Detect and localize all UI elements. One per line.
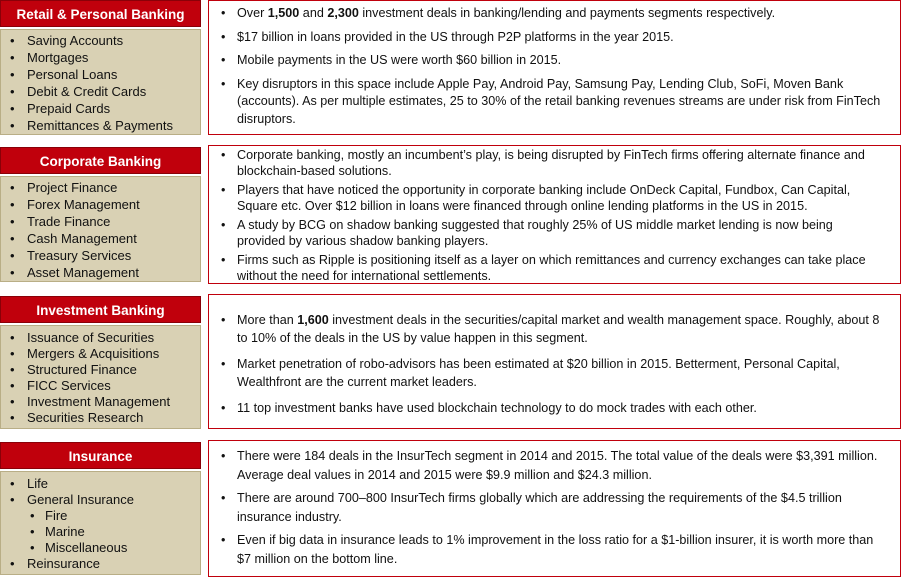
category-item: • FICC Services: [10, 378, 111, 393]
point-item: • Mobile payments in the US were worth $60 billion in 2015.: [221, 53, 562, 67]
retail-banking-panel: [0, 0, 201, 135]
subcategory-item: • Marine: [30, 524, 85, 539]
point-item: • There were 184 deals in the InsurTech segment in 2014 and 2015. The total value of the deals were $3,391 million. Average deal values in 2014 and 2015 were $9.9 million and $24.3 million.: [221, 449, 878, 482]
category-item: • Project Finance: [10, 180, 118, 195]
retail-banking-categories: [0, 29, 201, 135]
category-item: • Debit & Credit Cards: [10, 84, 147, 99]
category-item: • General Insurance: [10, 492, 134, 507]
category-item: • Forex Management: [10, 197, 140, 212]
retail-banking-points: [208, 0, 901, 135]
point-item: • Firms such as Ripple is positioning itself as a layer on which remittances and currency exchanges can take place without the need for international settlements.: [221, 253, 866, 283]
point-item: • More than 1,600 investment deals in the securities/capital market and wealth management space. Roughly, about 8 to 10% of the deals in the US by value happen in this segment.: [221, 313, 880, 345]
point-item: • 11 top investment banks have used blockchain technology to do mock trades with each other.: [221, 401, 757, 415]
insurance-points: [208, 440, 901, 577]
point-item: • Over 1,500 and 2,300 investment deals in banking/lending and payments segments respectively.: [221, 6, 776, 20]
category-item: • Personal Loans: [10, 67, 118, 82]
insurance-panel: [0, 442, 201, 575]
corporate-banking-panel: [0, 147, 201, 282]
investment-banking-panel: [0, 296, 201, 429]
category-item: • Issuance of Securities: [10, 330, 155, 345]
category-item: • Cash Management: [10, 231, 137, 246]
point-item: • $17 billion in loans provided in the US through P2P platforms in the year 2015.: [221, 29, 674, 44]
insurance-categories: [0, 471, 201, 575]
investment-banking-categories: [0, 325, 201, 429]
category-item: • Mergers & Acquisitions: [10, 346, 160, 361]
point-item: • Corporate banking, mostly an incumbent’s play, is being disrupted by FinTech firms offering alternate finance and blockchain-based solutions.: [221, 148, 865, 178]
point-item: • There are around 700–800 InsurTech firms globally which are addressing the requirements of the $4.5 trillion insurance industry.: [221, 491, 842, 524]
corporate-banking-points: [208, 145, 901, 284]
subcategory-item: • Fire: [30, 508, 68, 523]
category-item: • Mortgages: [10, 50, 89, 65]
subcategory-item: • Miscellaneous: [30, 540, 128, 555]
investment-banking-points: [208, 294, 901, 429]
category-item: • Structured Finance: [10, 362, 137, 377]
point-item: • Market penetration of robo-advisors has been estimated at $20 billion in 2015. Betterment, Personal Capital, Wealthfront are the current market leaders.: [221, 357, 840, 389]
category-item: • Remittances & Payments: [10, 118, 173, 133]
corporate-banking-header: Corporate Banking: [0, 147, 201, 174]
category-item: • Securities Research: [10, 410, 144, 425]
point-item: • Even if big data in insurance leads to 1% improvement in the loss ratio for a $1-billion insurer, it is worth more than $7 million on the bottom line.: [221, 533, 874, 566]
category-item: • Asset Management: [10, 265, 140, 280]
category-item: • Life: [10, 476, 48, 491]
retail-banking-header: Retail & Personal Banking: [0, 0, 201, 27]
corporate-banking-categories: [0, 176, 201, 282]
category-item: • Treasury Services: [10, 248, 132, 263]
category-item: • Saving Accounts: [10, 33, 124, 48]
point-item: • A study by BCG on shadow banking suggested that roughly 25% of US middle market lending is now being provided by various shadow banking players.: [221, 218, 833, 248]
point-item: • Key disruptors in this space include Apple Pay, Android Pay, Samsung Pay, Lending Club, SoFi, Moven Bank (accounts). As per multiple estimates, 25 to 30% of the retail banking revenues streams are under risk from FinTech disruptors.: [221, 76, 881, 126]
point-item: • Players that have noticed the opportunity in corporate banking include OnDeck Capital, Fundbox, Can Capital, Square etc. Over $12 billion in loans were financed through online lending platforms in the US in 2015.: [221, 183, 851, 213]
category-item: • Trade Finance: [10, 214, 111, 229]
category-item: • Prepaid Cards: [10, 101, 111, 116]
category-item: • Reinsurance: [10, 556, 100, 571]
investment-banking-header: Investment Banking: [0, 296, 201, 323]
category-item: • Investment Management: [10, 394, 171, 409]
insurance-header: Insurance: [0, 442, 201, 469]
